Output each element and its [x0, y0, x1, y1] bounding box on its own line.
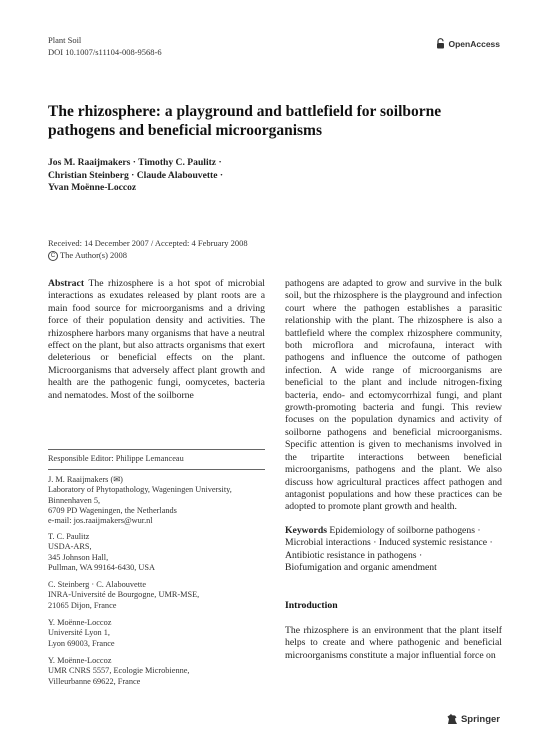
article-history — [48, 237, 308, 261]
copyright-icon: C — [48, 251, 58, 261]
introduction-text: The rhizosphere is an environment that the plant itself helps to create and where pathogenic and beneficial microorganisms constitute a major influential force on — [285, 625, 502, 661]
open-access-label: OpenAccess — [448, 38, 500, 49]
abstract-label: Abstract — [48, 278, 85, 289]
keyword-line: Antibiotic resistance in pathogens · — [285, 549, 423, 561]
affiliation-line: Y. Moënne-Loccoz — [48, 618, 112, 627]
keywords-block — [285, 525, 502, 575]
affiliation-line: C. Steinberg · C. Alabouvette — [48, 580, 147, 589]
affiliation-line: J. M. Raaijmakers (✉) — [48, 475, 123, 484]
open-access-badge — [435, 38, 501, 49]
keyword-line: Microbial interactions · Induced systemic resistance · — [285, 537, 493, 549]
keyword-line: Epidemiology of soilborne pathogens · — [329, 525, 481, 536]
abstract-column-left — [48, 278, 265, 402]
journal-name: Plant Soil — [48, 35, 82, 45]
footnote-divider — [48, 449, 265, 450]
article-title: The rhizosphere: a playground and battlefield for soilborne pathogens and beneficial microorganisms — [48, 103, 442, 139]
affiliation-line: 345 Johnson Hall, — [48, 552, 109, 562]
affiliation-line: Y. Moënne-Loccoz — [48, 656, 112, 665]
affiliation-block — [48, 475, 265, 526]
copyright-line — [48, 249, 308, 261]
springer-horse-icon — [446, 713, 458, 725]
keywords-label: Keywords — [285, 525, 327, 536]
abstract-text-part1: The rhizosphere is a hot spot of microbial interactions as exudates released by plant roots are a main food source for microorganisms and a driving force of their population density and activities. The rhizosphere harbors many organisms that have a neutral effect on the plant, but also attracts organisms that exert deleterious or beneficial effects on the plant. Microorganisms that adversely affect plant growth and health are the pathogenic fungi, oomycetes, bacteria and nematodes. Most of the soilborne — [48, 278, 265, 401]
affiliation-line: Pullman, WA 99164-6430, USA — [48, 562, 156, 572]
section-heading-introduction: Introduction — [285, 600, 338, 611]
author-list — [48, 157, 308, 195]
springer-logo — [446, 713, 500, 725]
affiliation-line: Villeurbanne 69622, France — [48, 676, 141, 686]
copyright-text: The Author(s) 2008 — [59, 250, 128, 260]
affiliation-line: UMR CNRS 5557, Ecologie Microbienne, — [48, 666, 190, 676]
open-lock-icon — [435, 38, 446, 49]
affiliation-block — [48, 580, 265, 611]
received-accepted-dates: Received: 14 December 2007 / Accepted: 4 February 2008 — [48, 238, 248, 248]
author-line: Yvan Moënne-Loccoz — [48, 182, 137, 193]
affiliation-line: USDA-ARS, — [48, 542, 92, 552]
affiliation-line: Lyon 69003, France — [48, 638, 115, 648]
abstract-column-right — [285, 278, 502, 514]
abstract-text-part2: pathogens are adapted to grow and survive in the bulk soil, but the rhizosphere is the playground and infection court where the pathogen establishes a parasitic relationship with the plant. The rhizosphere is also a battlefield where the complex rhizosphere community, both microflora and microfauna, interact with pathogens and influence the outcome of pathogen infection. A wide range of microorganisms are beneficial to the plant and include nitrogen-fixing bacteria, endo- and ectomycorrhizal fungi, and plant growth-promoting bacteria and fungi. This review focuses on the population dynamics and activity of soilborne pathogens and beneficial microorganisms. Specific attention is given to mechanisms involved in the tripartite interactions between beneficial microorganisms, pathogens and the plant. We also discuss how agricultural practices affect pathogen and antagonist populations and how these practices can be adopted to promote plant growth and health. — [285, 278, 502, 513]
author-line: Christian Steinberg · Claude Alabouvette · — [48, 169, 224, 181]
affiliation-line: INRA-Université de Bourgogne, UMR-MSE, — [48, 590, 200, 600]
footnote-divider — [48, 469, 265, 470]
publisher-name: Springer — [460, 713, 500, 725]
affiliation-block — [48, 532, 265, 573]
affiliation-line: Université Lyon 1, — [48, 628, 110, 638]
responsible-editor: Responsible Editor: Philippe Lemanceau — [48, 454, 184, 463]
affiliation-block — [48, 656, 265, 687]
corresponding-email[interactable]: e-mail: jos.raaijmakers@wur.nl — [48, 516, 153, 526]
affiliation-line: 21065 Dijon, France — [48, 600, 117, 610]
author-line: Jos M. Raaijmakers · Timothy C. Paulitz · — [48, 157, 222, 168]
keyword-line: Biofumigation and organic amendment — [285, 562, 437, 574]
affiliation-line: 6709 PD Wageningen, the Netherlands — [48, 505, 177, 515]
affiliation-line: T. C. Paulitz — [48, 532, 90, 541]
doi[interactable]: DOI 10.1007/s11104-008-9568-6 — [48, 47, 162, 57]
affiliation-block — [48, 618, 265, 649]
affiliation-line: Binnenhaven 5, — [48, 495, 101, 505]
affiliation-line: Laboratory of Phytopathology, Wageningen University, — [48, 485, 232, 495]
